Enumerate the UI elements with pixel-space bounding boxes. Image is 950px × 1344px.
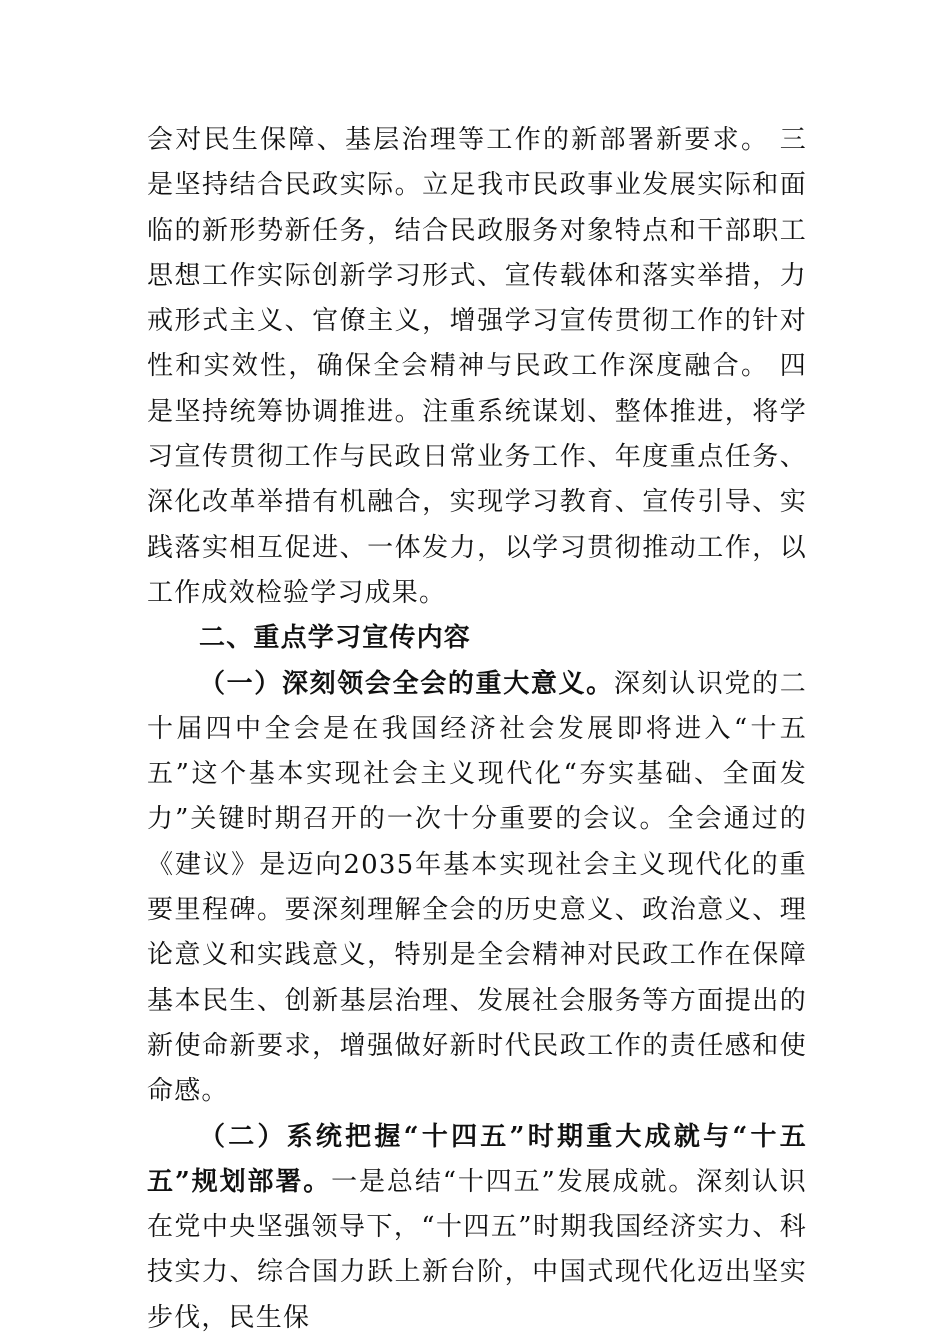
paragraph-text: 会对民生保障、基层治理等工作的新部署新要求。 三是坚持结合民政实际。立足我市民政事业发展实际和面临的新形势新任务，结合民政服务对象特点和干部职工思想工作实际创新学习形式、宣传载体和落实举措，力戒形式主义、官僚主义，增强学习宣传贯彻工作的针对性和实效性，确保全会精神与民政工作深度融合。 四是坚持统筹协调推进。注重系统谋划、整体推进，将学习宣传贯彻工作与民政日常业务工作、年度重点任务、深化改革举措有机融合，实现学习教育、宣传引导、实践落实相互促进、一体发力，以学习贯彻推动工作，以工作成效检验学习成果。 xyxy=(147,125,807,608)
section-heading xyxy=(147,616,807,661)
paragraph-principles-continued xyxy=(147,118,807,616)
paragraph-item-2 xyxy=(147,1115,807,1341)
document-body xyxy=(147,118,807,1341)
paragraph-item-1 xyxy=(147,662,807,1115)
item-1-lead: （一）深刻领会全会的重大意义。 xyxy=(199,668,614,699)
section-heading-text: 二、重点学习宣传内容 xyxy=(199,623,472,654)
item-2-lead: （二）系统把握“十四五”时期重大成就与“十五五”规划部署。 xyxy=(147,1121,807,1197)
item-1-body: 深刻认识党的二十届四中全会是在我国经济社会发展即将进入“十五五”这个基本实现社会主义现代化“夯实基础、全面发力”关键时期召开的一次十分重要的会议。全会通过的《建议》是迈向2035年基本实现社会主义现代化的重要里程碑。要深刻理解全会的历史意义、政治意义、理论意义和实践意义，特别是全会精神对民政工作在保障基本民生、创新基层治理、发展社会服务等方面提出的新使命新要求，增强做好新时代民政工作的责任感和使命感。 xyxy=(147,668,807,1107)
item-2-body: 一是总结“十四五”发展成就。深刻认识在党中央坚强领导下，“十四五”时期我国经济实力、科技实力、综合国力跃上新台阶，中国式现代化迈出坚实步伐，民生保 xyxy=(147,1166,807,1333)
